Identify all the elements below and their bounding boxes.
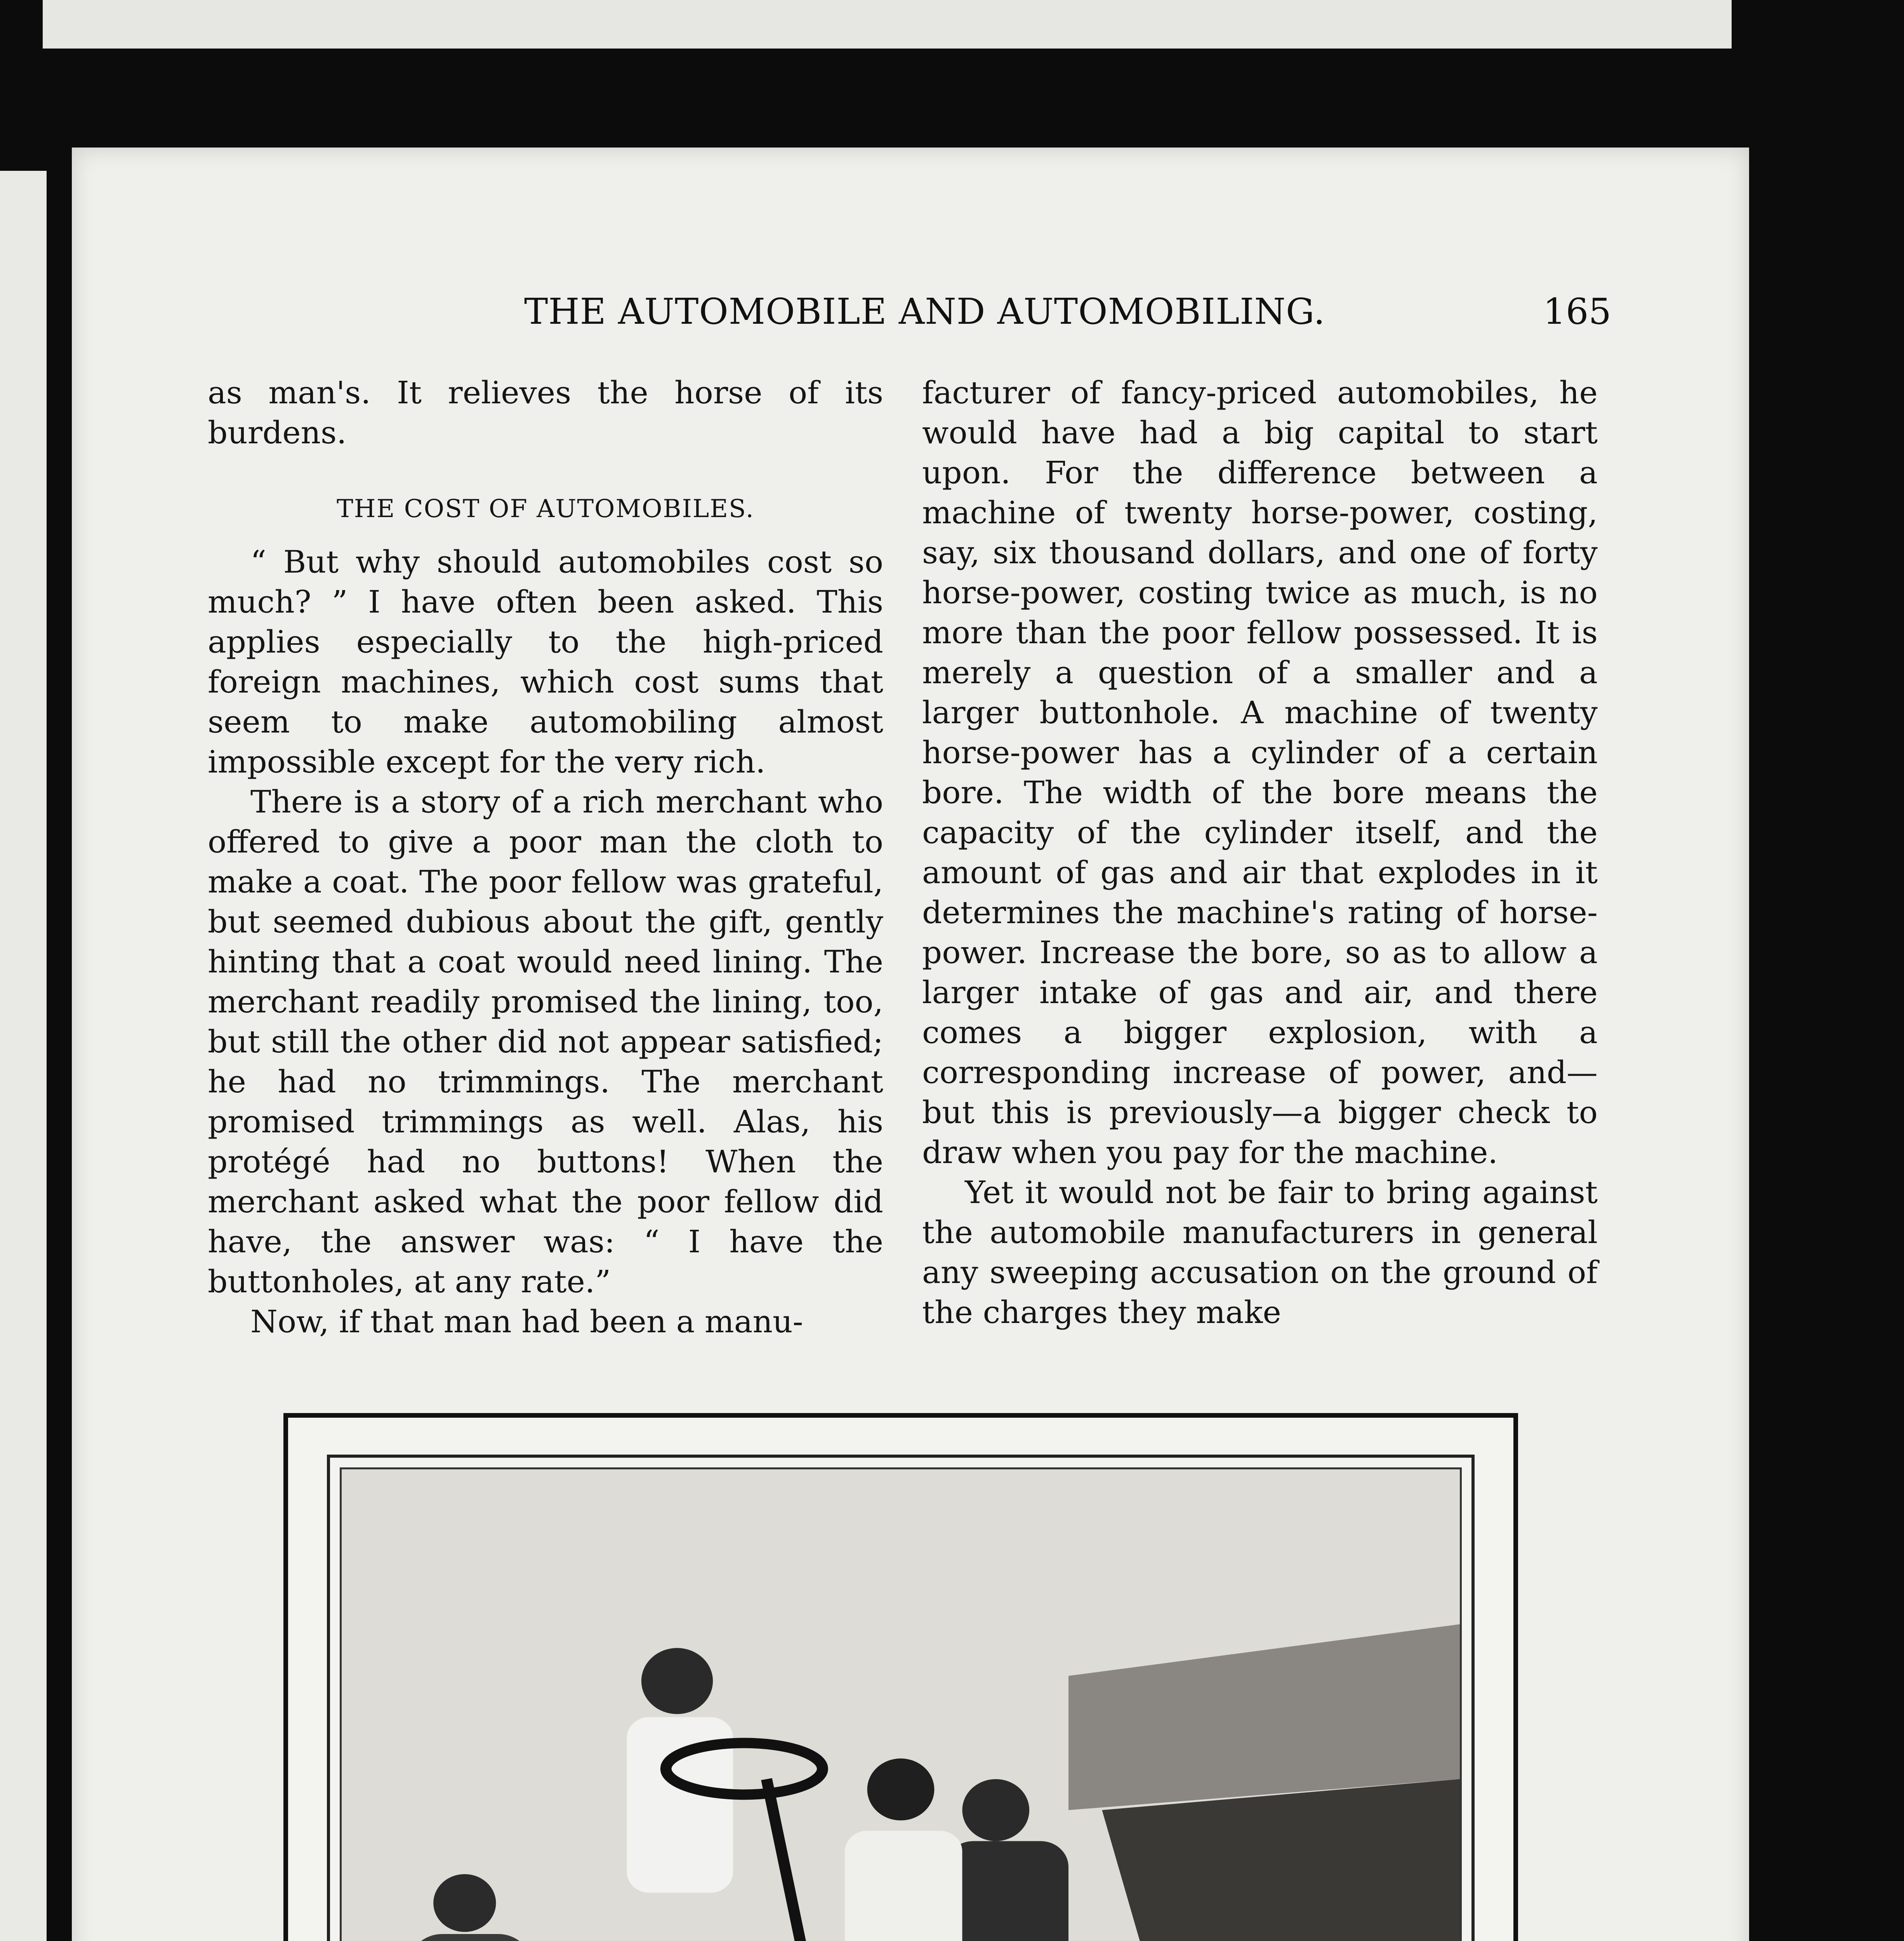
right-text-column [922, 373, 1598, 1332]
paragraph: Now, if that man had been a manu- [250, 1304, 803, 1340]
photo-frame [283, 1413, 1518, 1941]
paragraph: There is a story of a rich merchant who offered to give a poor man the cloth to make a coat. The poor fellow was grateful, but seemed dubious about the gift, gently hinting that a coat would need lining. The merchant readily promised the lining, too, but still the other did not appear satisfied; he had no trimmings. The merchant promised trimmings as well. Alas, his protégé had no buttons! When the merchant asked what the poor fellow did have, the answer was: “ I have the buttonholes, at any rate.” [208, 784, 883, 1300]
previous-page-strip [43, 0, 1732, 49]
paragraph: Yet it would not be fair to bring against the automobile manufacturers in general any sweeping accusation on the ground of the charges they make [922, 1174, 1598, 1330]
running-head: THE AUTOMOBILE AND AUTOMOBILING. [524, 291, 1326, 332]
paragraph: as man's. It relieves the horse of its burdens. [208, 375, 883, 451]
section-heading: THE COST OF AUTOMOBILES. [337, 495, 754, 523]
racing-car-photo [340, 1467, 1462, 1941]
racing-car-illustration [342, 1469, 1460, 1941]
left-text-column [208, 373, 883, 1342]
paragraph: facturer of fancy-priced automobiles, he would have had a big capital to start upon. For the difference between a machine of twenty horse-power, costing, say, six thousand dollars, and one of forty horse-power, costing twice as much, is no more than the poor fellow possessed. It is merely a question of a smaller and a larger buttonhole. A machine of twenty horse-power has a cylinder of a certain bore. The width of the bore means the capacity of the cylinder itself, and the amount of gas and air that explodes in it determines the machine's rating of horse-power. Increase the bore, so as to allow a larger intake of gas and air, and there comes a bigger explosion, with a corresponding increase of power, and—but this is previously—a bigger check to draw when you pay for the machine. [922, 375, 1598, 1170]
facing-page-edge [0, 171, 47, 1941]
page-number: 165 [1543, 291, 1611, 332]
photo-inner-border [327, 1455, 1475, 1941]
paragraph: “ But why should automobiles cost so much? ” I have often been asked. This applies especially to the high-priced foreign machines, which cost sums that seem to make automobiling almost impossible except for the very rich. [208, 544, 883, 780]
